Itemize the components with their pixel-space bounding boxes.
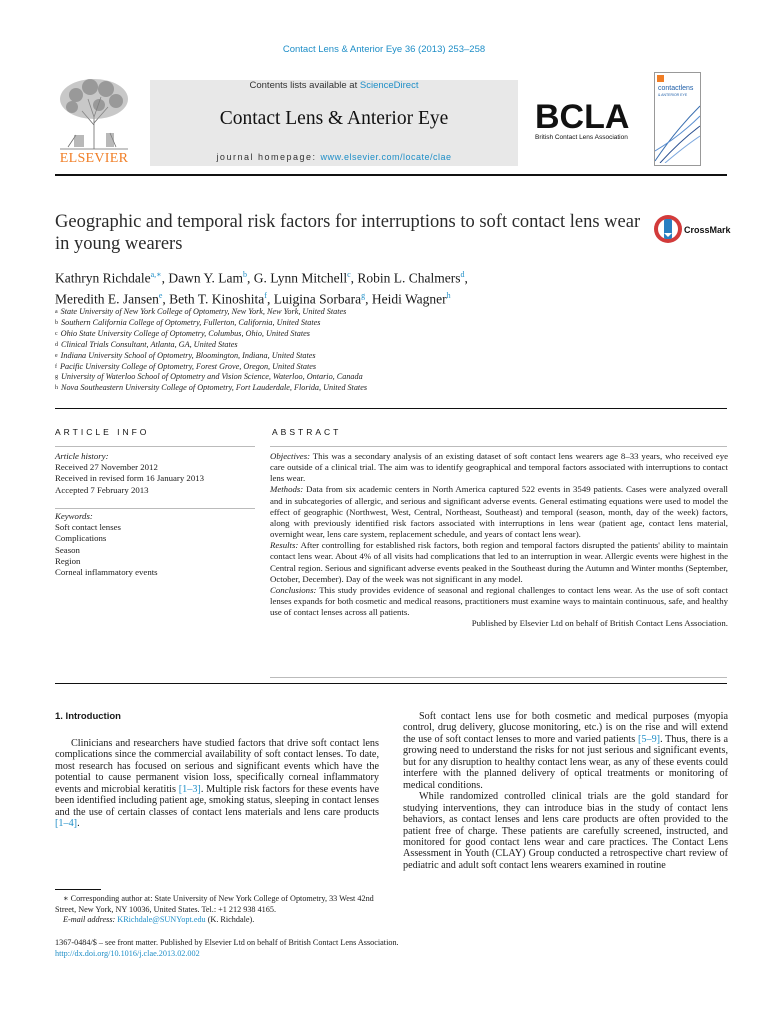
affiliation-item [55, 329, 555, 340]
affiliation-key: g [55, 374, 58, 381]
author-affiliation-marker[interactable]: d [460, 270, 465, 279]
author-separator: , [365, 291, 372, 306]
methods-text: Data from six academic centers in North America captured 522 events in 3549 patients. Cases were analyzed overall and in subcategories of allergic, and serious and significant adverse events. General estimating equations were used to model the effect of geographic (Northwest, West, Central, Northeast, Southeast) and temporal (season, month, day of the week) factors, along with previously identified risk factors associated with interruptions in lens wear (patient age, contact lens material, overnight wear, lens care system, replacement schedule, and years of contact lens wear). [270, 484, 728, 540]
text-run: Soft contact lens use for both cosmetic and medical purposes (myopia control, drug delivery, glucose monitoring, etc.) is on the rise and will extend the use of soft contact lenses to more and varied patients [403, 711, 728, 745]
keyword-item: Corneal inflammatory events [55, 567, 158, 578]
section-heading-introduction: 1. Introduction [55, 711, 121, 722]
affiliation-key: h [55, 385, 58, 392]
author-name[interactable]: G. Lynn Mitchell [253, 270, 348, 286]
article-info-heading: ARTICLE INFO [55, 427, 150, 437]
keywords-label: Keywords: [55, 511, 93, 521]
affiliation-item [55, 318, 555, 329]
email-suffix: (K. Richdale). [205, 915, 255, 925]
history-received: Received 27 November 2012 [55, 462, 158, 473]
email-label: E-mail address: [63, 915, 118, 925]
author-separator: , [162, 291, 170, 306]
author-name[interactable]: Beth T. Kinoshita [169, 291, 265, 306]
affiliation-item [55, 351, 555, 362]
sciencedirect-link[interactable]: ScienceDirect [359, 80, 419, 91]
author-name[interactable]: Heidi Wagner [371, 291, 447, 306]
author-affiliation-marker[interactable]: e [158, 290, 163, 300]
homepage-link[interactable]: www.elsevier.com/locate/clae [320, 152, 452, 162]
author-separator: , [246, 270, 254, 286]
affiliation-key: e [55, 352, 58, 359]
intro-paragraph [403, 711, 728, 791]
crossmark-icon[interactable] [653, 213, 683, 250]
affiliation-key: d [55, 341, 58, 348]
author-line-1 [55, 266, 655, 287]
body-column-right [403, 711, 728, 871]
affiliation-item [55, 362, 555, 373]
author-affiliation-marker[interactable]: h [446, 290, 451, 300]
author-list [55, 266, 655, 307]
reference-link[interactable]: [1–3] [178, 783, 201, 795]
affiliation-text: Indiana University School of Optometry, Bloomington, Indiana, United States [60, 350, 316, 360]
affiliation-text: Pacific University College of Optometry, Forest Grove, Oregon, United States [60, 361, 317, 371]
affiliation-item [55, 383, 555, 394]
bcla-subtitle: British Contact Lens Association [535, 134, 628, 141]
footnote-rule [55, 889, 101, 890]
abstract-objectives [270, 451, 728, 484]
contents-prefix: Contents lists available at [249, 80, 360, 91]
affiliation-text: Ohio State University College of Optometry, Columbus, Ohio, United States [60, 328, 310, 338]
results-label: Results: [270, 540, 299, 551]
front-matter-footer [55, 938, 555, 960]
header-rule [55, 174, 727, 176]
affiliation-item [55, 307, 555, 318]
journal-homepage [150, 152, 518, 162]
author-separator: , [161, 270, 169, 286]
email-link[interactable]: KRichdale@SUNYopt.edu [117, 915, 206, 925]
body-column-left [55, 738, 379, 830]
affiliation-text: Southern California College of Optometry, Fullerton, California, United States [61, 317, 321, 327]
abstract-methods [270, 484, 728, 540]
history-accepted: Accepted 7 February 2013 [55, 484, 149, 495]
conclusions-text: This study provides evidence of seasonal and regional challenges to contact lens wear. As the use of soft contact lenses expands for both cosmetic and medical reasons, practitioners must examine ways to maintain continuous, safe, and healthy use of contact lenses across all patients. [270, 584, 728, 618]
objectives-label: Objectives: [270, 451, 311, 461]
author-affiliation-marker[interactable]: g [361, 290, 366, 300]
journal-title: Contact Lens & Anterior Eye [219, 108, 449, 129]
conclusions-label: Conclusions: [270, 584, 317, 595]
cover-publisher-mark [657, 75, 664, 82]
doi-link[interactable]: http://dx.doi.org/10.1016/j.clae.2013.02.002 [55, 948, 200, 958]
text-run: . [77, 818, 80, 830]
author-affiliation-marker[interactable]: c [347, 270, 351, 279]
homepage-label: journal homepage: [216, 152, 321, 162]
author-separator: , [350, 270, 358, 286]
intro-paragraph [55, 738, 379, 830]
issn-line: 1367-0484/$ – see front matter. Published by Elsevier Ltd on behalf of British Contact Lens Association. [55, 938, 399, 947]
results-text: After controlling for established risk factors, both region and temporal factors disrupted the patients' ability to maintain contact lens wear. About 4% of all visits had complications that led to an interruption in wear. Allergic events were highest in the Central region. Serious and significant adverse events peaked in the Southeast during the Autumn and Winter months (September, October, December). Day of the week was not significant in any model. [270, 540, 728, 584]
abstract-end-rule [270, 677, 727, 678]
affiliation-item [55, 340, 555, 351]
affiliation-list [55, 307, 555, 394]
cover-art [655, 101, 700, 163]
title-rule [55, 408, 727, 409]
article-history [55, 451, 255, 496]
crossmark-label[interactable]: CrossMark [684, 225, 731, 235]
affiliation-key: c [55, 330, 58, 337]
author-line-2 [55, 287, 655, 308]
author-separator: , [464, 270, 468, 286]
text-run: . Multiple risk factors for these events have been identified including patient age, smoking status, sleeping in contact lenses and the use of certain classes of contact lens materials and lens care products [55, 783, 380, 818]
abstract-rule [270, 446, 727, 447]
keyword-item: Region [55, 555, 81, 566]
author-affiliation-marker[interactable]: a,∗ [150, 270, 162, 279]
affiliation-key: f [55, 363, 57, 370]
author-name[interactable]: Meredith E. Jansen [55, 291, 159, 306]
affiliation-key: b [55, 319, 58, 326]
keywords-rule [55, 508, 255, 509]
journal-citation: Contact Lens & Anterior Eye 36 (2013) 253–258 [282, 44, 486, 55]
keywords [55, 511, 255, 578]
author-separator: , [266, 291, 274, 306]
reference-link[interactable]: [5–9] [637, 733, 661, 745]
keyword-item: Season [55, 544, 80, 555]
corresponding-author-footnote [55, 894, 385, 926]
history-revised: Received in revised form 16 January 2013 [55, 473, 205, 484]
article-info-rule [55, 446, 255, 447]
email-line [55, 915, 385, 926]
body-top-rule [55, 683, 727, 684]
author-name[interactable]: Dawn Y. Lam [168, 270, 243, 286]
elsevier-wordmark: ELSEVIER [59, 151, 129, 166]
text-run: Clinicians and researchers have studied factors that drive soft contact lens complications since the commercial availability of soft contact lenses. To date, most research has focused on serious and significant events which have the potential to cause permanent vision loss, specifically corneal inflammatory events and microbial keratitis [55, 738, 379, 795]
abstract-heading: ABSTRACT [272, 427, 342, 437]
abstract-conclusions [270, 585, 728, 618]
affiliation-key: a [55, 309, 58, 315]
journal-cover-thumbnail[interactable] [654, 72, 701, 166]
text-run: . Thus, there is a growing need to understand the risks for not just serious and significant events, but for any disruption to healthy contact lens wear, as any of these events could interfere with the planned delivery of optical treatments or monitoring of medical conditions. [403, 733, 728, 791]
abstract-body [270, 451, 728, 630]
author-name[interactable]: Robin L. Chalmers [357, 270, 461, 286]
keyword-item: Soft contact lenses [55, 522, 121, 533]
article-title: Geographic and temporal risk factors for interruptions to soft contact lens wear in young wearers [55, 212, 641, 254]
keyword-item: Complications [55, 533, 107, 544]
affiliation-item [55, 372, 555, 383]
author-name[interactable]: Luigina Sorbara [273, 291, 362, 306]
corresponding-text: ∗ Corresponding author at: State University of New York College of Optometry, 33 West 42nd Street, New York, NY 10036, United States. Tel.: +1 212 938 4165. [55, 894, 374, 914]
history-label: Article history: [55, 451, 109, 461]
abstract-results [270, 540, 728, 585]
author-affiliation-marker[interactable]: f [264, 290, 267, 300]
affiliation-text: Nova Southeastern University College of Optometry, Fort Lauderdale, Florida, United States [61, 383, 368, 393]
author-affiliation-marker[interactable]: b [242, 270, 247, 279]
cover-subtitle: & ANTERIOR EYE [658, 93, 688, 97]
objectives-text: This was a secondary analysis of an existing dataset of soft contact lens wearers age 8–33 years, who received eye care outside of a clinical trial. The aim was to identify geographical and temporal factors associated with interruptions to contact lens wear. [270, 451, 728, 484]
cover-title: contactlens [658, 85, 694, 92]
reference-link[interactable]: [1–4] [55, 818, 78, 830]
publisher-note: Published by Elsevier Ltd on behalf of British Contact Lens Association. [471, 618, 728, 629]
methods-label: Methods: [270, 484, 304, 495]
affiliation-text: State University of New York College of Optometry, New York, New York, United States [60, 307, 347, 316]
contents-line [150, 80, 518, 91]
affiliation-text: University of Waterloo School of Optometry and Vision Science, Waterloo, Ontario, Canada [61, 372, 363, 382]
author-name[interactable]: Kathryn Richdale [55, 270, 151, 286]
affiliation-text: Clinical Trials Consultant, Atlanta, GA, United States [61, 339, 238, 349]
intro-paragraph: While randomized controlled clinical trials are the gold standard for studying interventions, they can introduce bias in the study of contact lens behaviors, as contact lenses and lens care products are often provided to the patient free of charge. These patients are carefully screened, instructed, and monitored for good contact lens wear and care practices. The Contact Lens Assessment in Youth (CLAY) Group conducted a retrospective chart review of pediatric and adult soft contact lens wearers examined in routine [403, 791, 728, 871]
bcla-logo: BCLA [535, 98, 630, 136]
